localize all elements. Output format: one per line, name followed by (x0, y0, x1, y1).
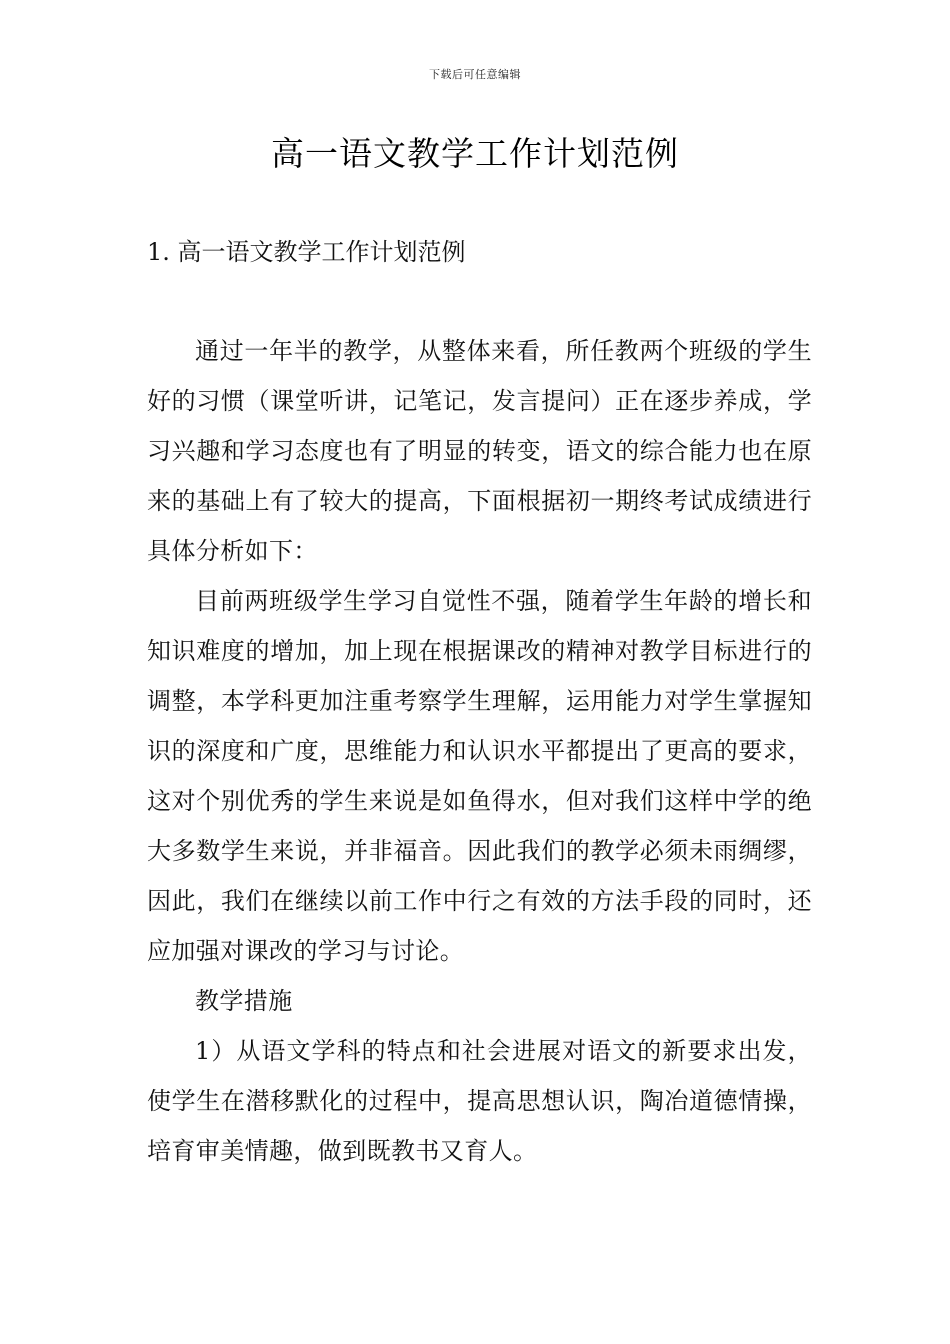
paragraph-measures-heading: 教学措施 (195, 987, 293, 1015)
document-body (147, 326, 812, 1176)
section-heading: 1. 高一语文教学工作计划范例 (147, 238, 466, 266)
document-title: 高一语文教学工作计划范例 (271, 134, 679, 173)
paragraph-analysis: 目前两班级学生学习自觉性不强，随着学生年龄的增长和知识难度的增加，加上现在根据课改的精神对教学目标进行的调整，本学科更加注重考察学生理解，运用能力对学生掌握知识的深度和广度，思维能力和认识水平都提出了更高的要求，这对个别优秀的学生来说是如鱼得水，但对我们这样中学的绝大多数学生来说，并非福音。因此我们的教学必须未雨绸缪，因此，我们在继续以前工作中行之有效的方法手段的同时，还应加强对课改的学习与讨论。 (147, 587, 812, 965)
paragraph-overview: 通过一年半的教学，从整体来看，所任教两个班级的学生好的习惯（课堂听讲，记笔记，发言提问）正在逐步养成，学习兴趣和学习态度也有了明显的转变，语文的综合能力也在原来的基础上有了较大的提高，下面根据初一期终考试成绩进行具体分析如下： (147, 337, 812, 565)
header-note: 下载后可任意编辑 (429, 68, 521, 81)
paragraph-measure-1: 1）从语文学科的特点和社会进展对语文的新要求出发，使学生在潜移默化的过程中，提高思想认识，陶冶道德情操，培育审美情趣，做到既教书又育人。 (147, 1037, 812, 1165)
